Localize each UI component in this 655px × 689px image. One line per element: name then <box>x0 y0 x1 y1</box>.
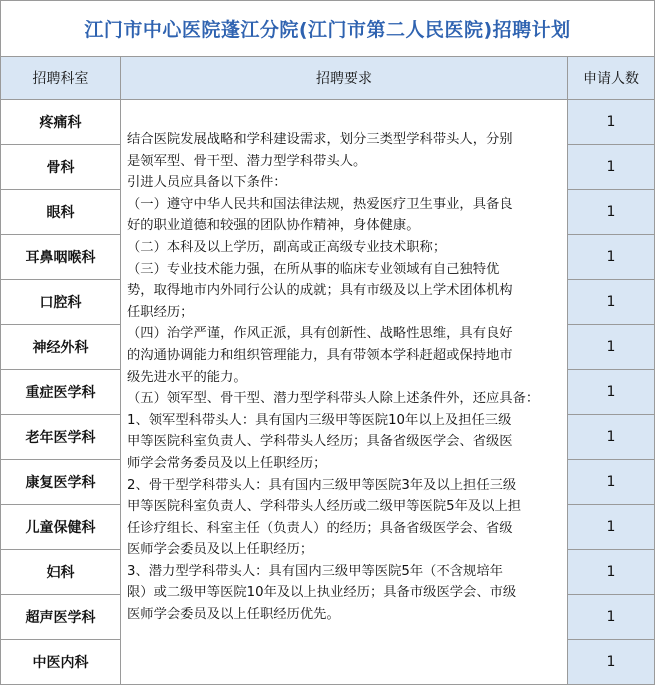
requirement-line: 2、骨干型学科带头人：具有国内三级甲等医院3年及以上担任三级 <box>127 477 517 493</box>
requirement-line: （三）专业技术能力强，在所从事的临床专业领域有自己独特优 <box>127 261 500 277</box>
applicant-count-cell: 1 <box>568 235 655 280</box>
requirement-line: （二）本科及以上学历，副高或正高级专业技术职称； <box>127 239 447 255</box>
applicant-count-cell: 1 <box>568 595 655 640</box>
applicant-count-cell: 1 <box>568 280 655 325</box>
requirement-line: 3、潜力型学科带头人：具有国内三级甲等医院5年（不含规培年 <box>127 563 503 579</box>
department-cell: 中医内科 <box>1 640 121 685</box>
applicant-count-cell: 1 <box>568 505 655 550</box>
requirement-line: 师学会常务委员及以上任职经历； <box>127 455 327 471</box>
requirement-line: 甲等医院科室负责人、学科带头人经历或二级甲等医院5年及以上担 <box>127 499 522 515</box>
page-title: 江门市中心医院蓬江分院(江门市第二人民医院)招聘计划 <box>1 1 655 57</box>
requirements-text <box>121 100 567 626</box>
department-cell: 眼科 <box>1 190 121 235</box>
requirement-line: 引进人员应具备以下条件： <box>127 175 287 191</box>
header-row <box>1 57 655 100</box>
applicant-count-cell: 1 <box>568 100 655 145</box>
department-cell: 神经外科 <box>1 325 121 370</box>
department-cell: 老年医学科 <box>1 415 121 460</box>
title-row <box>1 1 655 57</box>
department-cell: 妇科 <box>1 550 121 595</box>
applicant-count-cell: 1 <box>568 190 655 235</box>
department-cell: 康复医学科 <box>1 460 121 505</box>
applicant-count-cell: 1 <box>568 415 655 460</box>
applicant-count-cell: 1 <box>568 325 655 370</box>
applicant-count-cell: 1 <box>568 370 655 415</box>
header-applicants: 申请人数 <box>568 57 655 100</box>
requirement-line: （四）治学严谨，作风正派，具有创新性、战略性思维，具有良好 <box>127 326 513 342</box>
department-cell: 超声医学科 <box>1 595 121 640</box>
department-cell: 口腔科 <box>1 280 121 325</box>
requirement-line: 是领军型、骨干型、潜力型学科带头人。 <box>127 153 367 169</box>
applicant-count-cell: 1 <box>568 460 655 505</box>
applicant-count-cell: 1 <box>568 145 655 190</box>
department-cell: 儿童保健科 <box>1 505 121 550</box>
applicant-count-cell: 1 <box>568 640 655 685</box>
department-cell: 重症医学科 <box>1 370 121 415</box>
header-requirements: 招聘要求 <box>121 57 568 100</box>
requirement-line: （一）遵守中华人民共和国法律法规，热爱医疗卫生事业，具备良 <box>127 196 513 212</box>
applicant-count-cell: 1 <box>568 550 655 595</box>
requirement-line: 任诊疗组长、科室主任（负责人）的经历；具备省级医学会、省级 <box>127 520 513 536</box>
header-department: 招聘科室 <box>1 57 121 100</box>
requirements-cell <box>121 100 568 685</box>
requirement-line: 的沟通协调能力和组织管理能力，具有带领本学科赶超或保持地市 <box>127 347 513 363</box>
department-cell: 疼痛科 <box>1 100 121 145</box>
department-cell: 耳鼻咽喉科 <box>1 235 121 280</box>
requirement-line: 甲等医院科室负责人、学科带头人经历；具备省级医学会、省级医 <box>127 434 513 450</box>
table-row <box>1 100 655 145</box>
requirement-line: 限）或二级甲等医院10年及以上执业经历；具备市级医学会、市级 <box>127 585 517 601</box>
department-cell: 骨科 <box>1 145 121 190</box>
requirement-line: 医师学会委员及以上任职经历优先。 <box>127 607 340 623</box>
requirement-line: 任职经历； <box>127 304 194 320</box>
requirement-line: （五）领军型、骨干型、潜力型学科带头人除上述条件外，还应具备： <box>127 391 540 407</box>
requirement-line: 1、领军型科带头人：具有国内三级甲等医院10年以上及担任三级 <box>127 412 512 428</box>
requirement-line: 结合医院发展战略和学科建设需求，划分三类型学科带头人，分别 <box>127 132 513 147</box>
requirement-line: 好的职业道德和较强的团队协作精神，身体健康。 <box>127 218 420 234</box>
requirement-line: 级先进水平的能力。 <box>127 369 247 385</box>
requirement-line: 医师学会委员及以上任职经历； <box>127 542 314 558</box>
requirement-line: 势，取得地市内外同行公认的成就；具有市级及以上学术团体机构 <box>127 283 513 299</box>
